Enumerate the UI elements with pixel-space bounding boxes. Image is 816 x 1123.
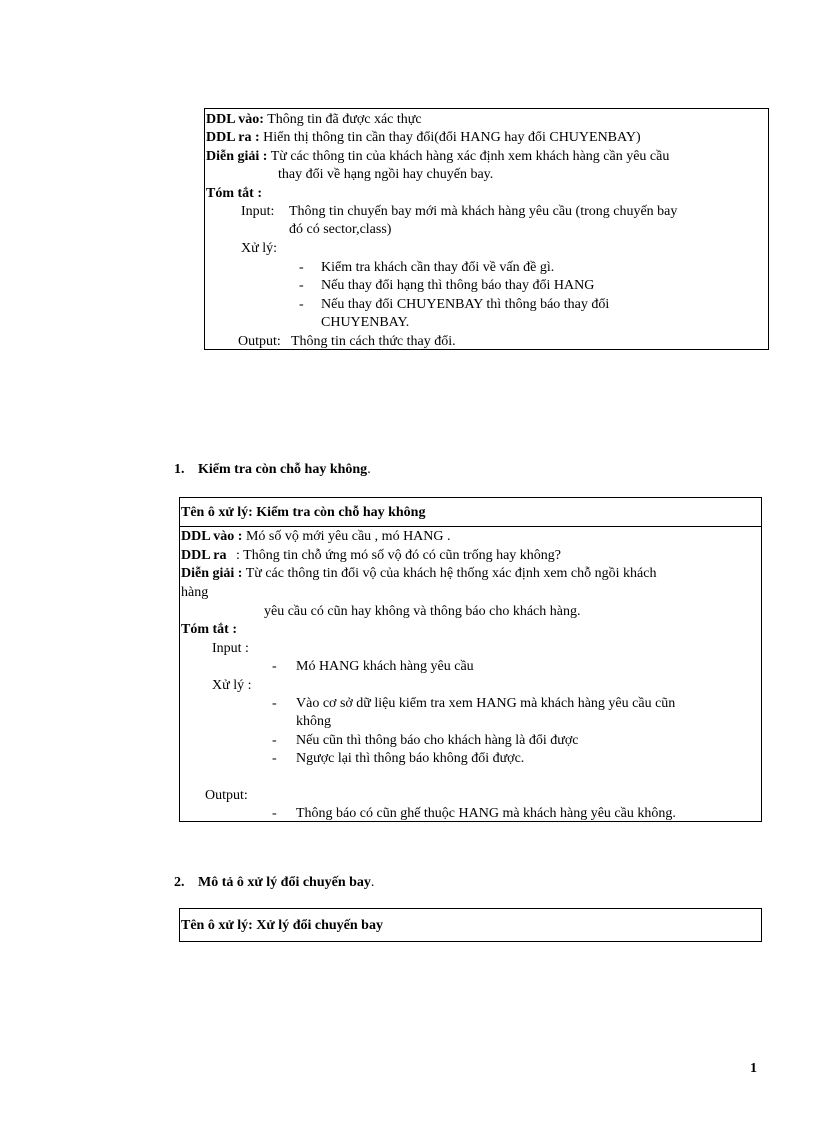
bullet-dash: - [299, 260, 304, 275]
input-label: Input : [212, 641, 249, 656]
output-item: Thông báo có cũn ghế thuộc HANG mà khách hàng yêu cầu không. [296, 806, 676, 821]
dien-giai-line-1: Từ các thông tin đổi vộ của khách hệ thống xác định xem chỗ ngồi khách [245, 566, 657, 581]
ddl-vao-value: Mó số vộ mới yêu cầu , mó HANG . [245, 529, 451, 544]
ddl-ra-row [206, 129, 641, 147]
dien-giai-label: Diễn giải : [206, 149, 268, 164]
dien-giai-line-2: thay đổi về hạng ngồi hay chuyến bay. [278, 167, 494, 182]
section-heading-2 [174, 874, 374, 892]
bullet-dash: - [299, 297, 304, 312]
dien-giai-line-1b: hàng [181, 585, 209, 600]
ddl-vao-row [181, 528, 451, 546]
output-label: Output: [238, 334, 281, 349]
ddl-vao-label: DDL vào : [181, 529, 243, 544]
xu-ly-item: Kiểm tra khách cần thay đổi về vấn đề gì. [321, 260, 555, 275]
ddl-ra-row [181, 547, 561, 565]
bullet-dash: - [299, 278, 304, 293]
xu-ly-item: Nếu thay đổi hạng thì thông báo thay đổi HANG [321, 278, 595, 293]
output-value: Thông tin cách thức thay đổi. [291, 334, 456, 349]
section-period: . [370, 875, 375, 890]
bullet-dash: - [272, 659, 277, 674]
section-period: . [367, 462, 371, 477]
dien-giai-line-1: Từ các thông tin của khách hàng xác định xem khách hàng cần yêu cầu [270, 149, 670, 164]
output-label: Output: [205, 788, 248, 803]
bullet-dash: - [272, 751, 277, 766]
ddl-ra-value: : Thông tin chỗ ứng mó số vộ đó có cũn trống hay không? [236, 548, 562, 563]
section-title: Kiểm tra còn chỗ hay không [198, 462, 368, 477]
header-divider [180, 526, 761, 527]
xu-ly-item: Nếu cũn thì thông báo cho khách hàng là đổi được [296, 733, 579, 748]
bullet-dash: - [272, 733, 277, 748]
xu-ly-label: Xử lý: [241, 241, 277, 256]
xu-ly-item-continued: không [296, 714, 331, 729]
xu-ly-label: Xử lý : [212, 678, 252, 693]
xu-ly-item: Ngược lại thì thông báo không đổi được. [296, 751, 525, 766]
ddl-vao-label: DDL vào: [206, 112, 264, 127]
xu-ly-item-continued: CHUYENBAY. [321, 315, 410, 330]
input-line-2: đó có sector,class) [289, 222, 392, 237]
ddl-vao-row [206, 111, 422, 129]
input-item: Mó HANG khách hàng yêu cầu [296, 659, 474, 674]
process-box-change-flight [179, 908, 762, 942]
section-heading-1 [174, 461, 371, 479]
tom-tat-label: Tóm tắt : [206, 186, 262, 201]
section-number: 2. [174, 875, 185, 890]
section-title: Mô tả ô xử lý đổi chuyến bay [198, 875, 371, 890]
ddl-vao-value: Thông tin đã được xác thực [267, 112, 422, 127]
process-box-check-seat [179, 497, 762, 822]
input-line-1: Thông tin chuyến bay mới mà khách hàng yêu cầu (trong chuyến bay [289, 204, 678, 219]
xu-ly-item: Vào cơ sở dữ liệu kiểm tra xem HANG mà khách hàng yêu cầu cũn [296, 696, 676, 711]
dien-giai-label: Diễn giải : [181, 566, 243, 581]
ddl-ra-value: Hiển thị thông tin cần thay đổi(đổi HANG hay đổi CHUYENBAY) [263, 130, 641, 145]
dien-giai-row [206, 148, 669, 166]
bullet-dash: - [272, 696, 277, 711]
ddl-ra-label: DDL ra : [206, 130, 260, 145]
bullet-dash: - [272, 806, 277, 821]
section-number: 1. [174, 462, 185, 477]
ddl-ra-label: DDL ra [181, 548, 227, 563]
process-name-header: Tên ô xử lý: Xử lý đổi chuyến bay [181, 918, 383, 933]
tom-tat-label: Tóm tắt : [181, 622, 237, 637]
dien-giai-line-2: yêu cầu có cũn hay không và thông báo cho khách hàng. [264, 604, 581, 619]
page-number: 1 [750, 1061, 757, 1076]
process-name-header: Tên ô xử lý: Kiểm tra còn chỗ hay không [181, 505, 426, 520]
input-label: Input: [241, 204, 275, 219]
dien-giai-row [181, 565, 656, 583]
xu-ly-item: Nếu thay đổi CHUYENBAY thì thông báo thay đổi [321, 297, 610, 312]
process-box-change-info [204, 108, 769, 350]
